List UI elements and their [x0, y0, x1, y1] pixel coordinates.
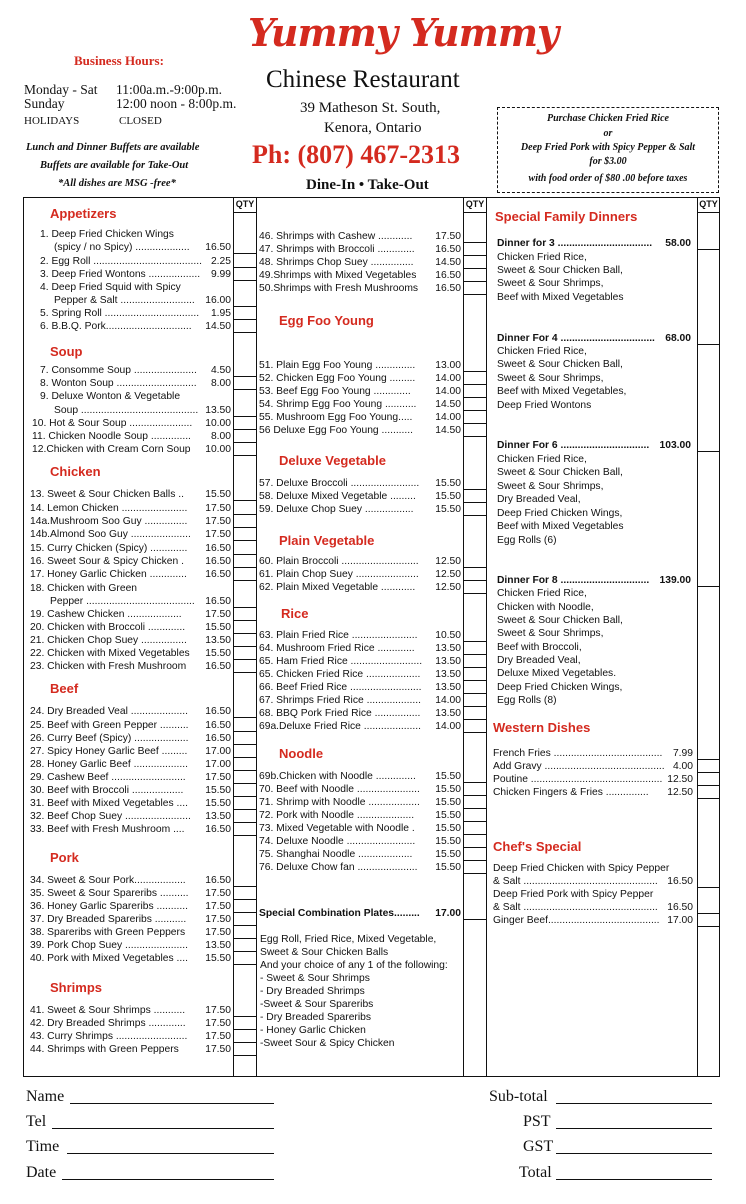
combo-option: - Sweet & Sour Shrimps — [260, 973, 370, 984]
qty-entry-line[interactable] — [463, 436, 487, 437]
qty-entry-line[interactable] — [233, 912, 257, 913]
dinner-item: Sweet & Sour Chicken Ball, — [497, 615, 623, 626]
promo-line-3: Deep Fried Pork with Spicy Pepper & Salt — [520, 142, 696, 153]
col-2-divider — [486, 197, 487, 1077]
combo-line-1: Egg Roll, Fried Rice, Mixed Vegetable, — [260, 934, 437, 945]
section-chicken: Chicken — [50, 464, 101, 479]
dinner-item: Dry Breaded Veal, — [497, 655, 581, 666]
chef-item-2-name: Deep Fried Pork with Spicy Pepper — [493, 889, 654, 900]
qty-entry-line[interactable] — [697, 451, 720, 452]
dinner-item: Chicken Fried Rice, — [497, 252, 587, 263]
dinner-item: Chicken Fried Rice, — [497, 454, 587, 465]
qty-entry-line[interactable] — [233, 455, 257, 456]
combo-option: -Sweet & Sour Spareribs — [260, 999, 374, 1010]
qty-header-rule-1 — [233, 212, 257, 213]
total-label: Total — [519, 1164, 552, 1181]
qty-entry-line[interactable] — [463, 795, 487, 796]
qty-entry-line[interactable] — [233, 757, 257, 758]
name-label: Name — [26, 1088, 65, 1105]
qty-entry-line[interactable] — [233, 925, 257, 926]
qty-entry-line[interactable] — [463, 294, 487, 295]
qty-entry-line[interactable] — [463, 821, 487, 822]
promo-line-5: with food order of $80 .00 before taxes — [528, 173, 688, 184]
address-line-1: 39 Matheson St. South, — [300, 100, 441, 116]
dinner-item: Sweet & Sour Shrimps, — [497, 481, 604, 492]
hours-sunday-label: Sunday — [24, 96, 65, 111]
menu-page: Yummy Yummy Chinese Restaurant 39 Matheson St. South, Kenora, Ontario Ph: (807) 467-2313 Dine-In • Take-Out Business Hours: Monday - Sat 11:00a.m.-9:00p.m. Sunday 12:00 noon - 8:00p.m. HOLIDAYS CLOSED Lunch and Dinner Buffets are available Buffets are available for Take-Out *All dishes are MSG -free* Purchase Chicken Fried Rice or Deep Fried Pork with Spicy Pepper & Salt for $3.00 with food order of $80 .00 before taxes QTY QTY QTY Appetizers 1. Deep Fried Chicken Wings (spicy / no Spicy) ................... 16.50 2. Egg Roll ...................................... 2.25 3. Deep Fried Wontons .................. 9.99 4. Deep Fried Squid with Spicy Pepper & Salt .......................... 16.00 5. Spring Roll ................................. 1.95 6. B.B.Q. Pork.............................. 14.50 Soup 7. Consomme Soup ...................... 4.50 8. Wonton Soup ............................ 8.00 9. Deluxe Wonton & Vegetable Soup ......................................... 13.50 10. Hot & Sour Soup ...................... 10.00 11. Chicken Noodle Soup .............. 8.00 12.Chicken with Cream Corn Soup 10.00 Chicken 13. Sweet & Sour Chicken Balls .. 15.50 14. Lemon Chicken ....................... 17.50 14a.Mushroom Soo Guy ............... 17.50 14b.Almond Soo Guy ..................... 17.50 15. Curry Chicken (Spicy) ............. 16.50 16. Sweet Sour & Spicy Chicken . 16.50 17. Honey Garlic Chicken ............. 16.50 18. Chicken with Green Pepper ...................................... 16.50 19. Cashew Chicken ................... 17.50 20. Chicken with Broccoli ............. 15.50 21. Chicken Chop Suey ................ 13.50 22. Chicken with Mixed Vegetables 15.50 23. Chicken with Fresh Mushroom 16.50 Beef 24. Dry Breaded Veal .................... 16.50 25. Beef with Green Pepper .......... 16.50 26. Curry Beef (Spicy) ................... 16.50 27. Spicy Honey Garlic Beef ......... 17.00 28. Honey Garlic Beef ................... 17.00 29. Cashew Beef .......................... 17.50 30. Beef with Broccoli .................. 15.50 31. Beef with Mixed Vegetables .... 15.50 32. Beef Chop Suey ....................... 13.50 33. Beef with Fresh Mushroom .... 16.50 Pork 34. Sweet & Sour Pork.................. 16.50 35. Sweet & Sour Spareribs .......... 17.50 36. Honey Garlic Spareribs ........... 17.50 37. Dry Breaded Spareribs ........... 17.50 38. Spareribs with Green Peppers 17.50 39. Pork Chop Suey ...................... 13.50 40. Pork with Mixed Vegetables .... 15.50 Shrimps 41. Sweet & Sour Shrimps ........... 17.50 42. Dry Breaded Shrimps ............. 17.50 43. Curry Shrimps ......................... 17.50 44. Shrimps with Green Peppers 17.50 46. Shrimps with Cashew ............ 17.50 47. Shrimps with Broccoli ............. 16.50 48. Shrimps Chop Suey ............... 14.50 49.Shrimps with Mixed Vegetables 16.50 50.Shrimps with Fresh Mushrooms 16.50 Egg Foo Young 51. Plain Egg Foo Young .............. 13.00 52. Chicken Egg Foo Young ......... 14.00 53. Beef Egg Foo Young ............. 14.00 54. Shrimp Egg Foo Young ........... 14.50 55. Mushroom Egg Foo Young..... 14.00 56 Deluxe Egg Foo Young ........... 14.50 Deluxe Vegetable 57. Deluxe Broccoli ........................ 15.50 58. Deluxe Mixed Vegetable ......... 15.50 59. Deluxe Chop Suey ................. 15.50 Plain Vegetable 60. Plain Broccoli ........................... 12.50 61. Plain Chop Suey ...................... 12.50 62. Plain Mixed Vegetable ............ 12.50 Rice 63. Plain Fried Rice ....................... 10.50 64. Mushroom Fried Rice ............. 13.50 65. Ham Fried Rice ......................... 13.50 65. Chicken Fried Rice ................... 13.50 66. Beef Fried Rice ......................... 13.50 67. Shrimps Fried Rice ................... 14.00 68. BBQ Pork Fried Rice ................ 13.50 69a.Deluxe Fried Rice .................... 14.00 Noodle 69b.Chicken with Noodle .............. 15.50 70. Beef with Noodle ...................... 15.50 71. Shrimp with Noodle .................. 15.50 72. Pork with Noodle .................... 15.50 73. Mixed Vegetable with Noodle . 15.50 74. Deluxe Noodle ........................ 15.50 75. Shanghai Noodle ................... 15.50 76. Deluxe Chow fan ..................... 15.50 Special Combination Plates......... 17.00 Egg Roll, Fried Rice, Mixed Vegetable, Sweet & Sour Chicken Balls And your choice of any 1 of the following: - Sweet & Sour Shrimps - Dry Breaded Shrimps -Sweet & Sour Spareribs - Dry Breaded Spareribs - Honey Garlic Chicken -Sweet Sour & Spicy Chicken Special Family Dinners Dinner for 3 ................................. 58.00 Chicken Fried Rice, Sweet & Sour Chicken Ball, Sweet & Sour Shrimps, Beef with Mixed Vegetables Dinner For 4 ................................. 68.00 Chicken Fried Rice, Sweet & Sour Chicken Ball, Sweet & Sour Shrimps, Beef with Mixed Vegetables, Deep Fried Wontons Dinner For 6 ............................... 103.00 Chicken Fried Rice, Sweet & Sour Chicken Ball, Sweet & Sour Shrimps, Dry Breaded Veal, Deep Fried Chicken Wings, Beef with Mixed Vegetables Egg Rolls (6) Dinner For 8 ............................... 139.00 Chicken Fried Rice, Chicken with Noodle, Sweet & Sour Chicken Ball, Sweet & Sour Shrimps, Beef with Broccoli, Dry Breaded Veal, Deluxe Mixed Vegetables. Deep Fried Chicken Wings, Egg Rolls (8) Western Dishes French Fries ...................................... 7.99 Add Gravy .......................................... 4.00 Poutine .............................................. 12.50 Chicken Fingers & Fries ............... 12.50 Chef's Special Deep Fried Chicken with Spicy Pepper & Salt ............................................... 16.50 Deep Fried Pork with Spicy Pepper & Salt ............................................... 16.50 Ginger Beef....................................... 17.00 Name Tel Time Date Sub-total PST GST Total — [0, 0, 746, 1204]
qty-entry-line[interactable] — [233, 822, 257, 823]
qty-entry-line[interactable] — [233, 376, 257, 377]
qty-entry-line[interactable] — [233, 659, 257, 660]
qty-entry-line[interactable] — [233, 796, 257, 797]
qty-header-rule-3 — [697, 212, 720, 213]
qty-entry-line[interactable] — [697, 344, 720, 345]
subtotal-label: Sub-total — [489, 1088, 548, 1105]
section-soup: Soup — [50, 344, 83, 359]
section-chefs-special: Chef's Special — [493, 839, 582, 854]
gst-label: GST — [523, 1138, 554, 1155]
qty-entry-line[interactable] — [233, 527, 257, 528]
section-special-family-dinners: Special Family Dinners — [495, 209, 638, 224]
qty-entry-line[interactable] — [463, 667, 487, 668]
combo-option: - Dry Breaded Spareribs — [260, 1012, 372, 1023]
qty-entry-line[interactable] — [697, 913, 720, 914]
qty-entry-line[interactable] — [233, 580, 257, 581]
qty-entry-line[interactable] — [463, 919, 487, 920]
phone-number: Ph: (807) 467-2313 — [252, 140, 460, 169]
dinner-item: Sweet & Sour Shrimps, — [497, 628, 604, 639]
qty-entry-line[interactable] — [463, 371, 487, 372]
qty-entry-line[interactable] — [233, 267, 257, 268]
dinner-item: Sweet & Sour Shrimps, — [497, 373, 604, 384]
qty-entry-line[interactable] — [463, 834, 487, 835]
dinner-item: Beef with Mixed Vegetables, — [497, 386, 627, 397]
dinner-item: Deep Fried Chicken Wings, — [497, 508, 623, 519]
qty-entry-line[interactable] — [233, 1042, 257, 1043]
dinner-item: Beef with Mixed Vegetables — [497, 292, 624, 303]
dinner-item: Deep Fried Wontons — [497, 400, 592, 411]
qty-entry-line[interactable] — [233, 442, 257, 443]
buffet-note-1: Lunch and Dinner Buffets are available — [26, 142, 200, 153]
qty-entry-line[interactable] — [463, 281, 487, 282]
qty-entry-line[interactable] — [463, 693, 487, 694]
qty-entry-line[interactable] — [233, 319, 257, 320]
qty-entry-line[interactable] — [697, 772, 720, 773]
qty-entry-line[interactable] — [233, 280, 257, 281]
combo-option: -Sweet Sour & Spicy Chicken — [260, 1038, 395, 1049]
chef-item-1-name: Deep Fried Chicken with Spicy Pepper — [493, 863, 670, 874]
qty-entry-line[interactable] — [463, 680, 487, 681]
qty-entry-line[interactable] — [233, 633, 257, 634]
qty-entry-line[interactable] — [233, 332, 257, 333]
col-1-divider — [256, 197, 257, 1077]
qty-entry-line[interactable] — [233, 835, 257, 836]
date-field[interactable] — [62, 1179, 274, 1180]
qty-col-2-left — [463, 197, 464, 1077]
qty-entry-line[interactable] — [463, 268, 487, 269]
promo-line-2: or — [603, 128, 613, 139]
restaurant-type: Chinese Restaurant — [266, 66, 460, 93]
qty-entry-line[interactable] — [233, 964, 257, 965]
qty-entry-line[interactable] — [463, 502, 487, 503]
pst-field[interactable] — [556, 1128, 712, 1129]
dinner-item: Sweet & Sour Chicken Ball, — [497, 359, 623, 370]
dinner-item: Dry Breaded Veal, — [497, 494, 581, 505]
qty-entry-line[interactable] — [233, 783, 257, 784]
section-egg-foo-young: Egg Foo Young — [279, 313, 374, 328]
qty-entry-line[interactable] — [463, 719, 487, 720]
service-type: Dine-In • Take-Out — [306, 177, 429, 193]
qty-entry-line[interactable] — [233, 306, 257, 307]
qty-entry-line[interactable] — [233, 938, 257, 939]
hours-title: Business Hours: — [74, 53, 164, 68]
section-noodle: Noodle — [279, 746, 324, 761]
dinner-item: Deluxe Mixed Vegetables. — [497, 668, 617, 679]
qty-entry-line[interactable] — [233, 717, 257, 718]
hours-holidays-value: CLOSED — [119, 115, 162, 127]
section-plain-vegetable: Plain Vegetable — [279, 533, 375, 548]
qty-entry-line[interactable] — [697, 586, 720, 587]
subtotal-field[interactable] — [556, 1103, 712, 1104]
qty-entry-line[interactable] — [233, 607, 257, 608]
promo-line-4: for $3.00 — [589, 156, 627, 167]
dinner-item: Sweet & Sour Chicken Ball, — [497, 265, 623, 276]
qty-entry-line[interactable] — [233, 253, 257, 254]
logo: Yummy Yummy — [248, 10, 559, 55]
qty-entry-line[interactable] — [463, 515, 487, 516]
qty-entry-line[interactable] — [697, 249, 720, 250]
qty-entry-line[interactable] — [233, 744, 257, 745]
qty-entry-line[interactable] — [697, 798, 720, 799]
qty-col-3-left — [697, 197, 698, 1077]
dinner-item: Egg Rolls (8) — [497, 695, 557, 706]
dinner-item: Sweet & Sour Chicken Ball, — [497, 467, 623, 478]
qty-entry-line[interactable] — [233, 809, 257, 810]
tel-field[interactable] — [52, 1128, 274, 1129]
qty-entry-line[interactable] — [233, 646, 257, 647]
menu-item-9-name: 9. Deluxe Wonton & Vegetable — [40, 391, 181, 402]
section-rice: Rice — [281, 606, 309, 621]
qty-header-3: QTY — [699, 199, 718, 209]
combo-option: - Honey Garlic Chicken — [260, 1025, 366, 1036]
buffet-note-2: Buffets are available for Take-Out — [40, 160, 189, 171]
qty-entry-line[interactable] — [233, 620, 257, 621]
qty-entry-line[interactable] — [463, 593, 487, 594]
menu-item-18-name: 18. Chicken with Green — [30, 583, 138, 594]
qty-entry-line[interactable] — [233, 1029, 257, 1030]
dinner-item: Sweet & Sour Shrimps, — [497, 278, 604, 289]
qty-entry-line[interactable] — [233, 416, 257, 417]
qty-entry-line[interactable] — [233, 514, 257, 515]
pst-label: PST — [523, 1113, 551, 1130]
qty-entry-line[interactable] — [233, 731, 257, 732]
section-western-dishes: Western Dishes — [493, 720, 591, 735]
hours-sunday-time: 12:00 noon - 8:00p.m. — [116, 96, 237, 111]
qty-entry-line[interactable] — [233, 672, 257, 673]
qty-entry-line[interactable] — [233, 389, 257, 390]
qty-entry-line[interactable] — [697, 759, 720, 760]
hours-holidays-label: HOLIDAYS — [24, 115, 80, 127]
qty-entry-line[interactable] — [233, 886, 257, 887]
qty-entry-line[interactable] — [233, 554, 257, 555]
dinner-item: Beef with Mixed Vegetables — [497, 521, 624, 532]
section-beef: Beef — [50, 681, 79, 696]
combo-line-2: Sweet & Sour Chicken Balls — [260, 947, 389, 958]
qty-entry-line[interactable] — [463, 580, 487, 581]
qty-entry-line[interactable] — [463, 384, 487, 385]
dinner-item: Deep Fried Chicken Wings, — [497, 682, 623, 693]
qty-entry-line[interactable] — [233, 951, 257, 952]
dinner-item: Beef with Broccoli, — [497, 642, 582, 653]
section-deluxe-vegetable: Deluxe Vegetable — [279, 453, 386, 468]
qty-entry-line[interactable] — [233, 540, 257, 541]
dinner-item: Chicken with Noodle, — [497, 602, 594, 613]
qty-entry-line[interactable] — [463, 641, 487, 642]
promo-box — [497, 107, 719, 193]
qty-entry-line[interactable] — [463, 732, 487, 733]
qty-entry-line[interactable] — [697, 785, 720, 786]
time-label: Time — [26, 1138, 60, 1155]
dinner-item: Egg Rolls (6) — [497, 535, 557, 546]
promo-line-1: Purchase Chicken Fried Rice — [547, 113, 669, 124]
total-field[interactable] — [556, 1179, 712, 1180]
dinner-item: Chicken Fried Rice, — [497, 588, 587, 599]
qty-entry-line[interactable] — [463, 567, 487, 568]
msg-note: *All dishes are MSG -free* — [58, 178, 176, 189]
section-pork: Pork — [50, 850, 79, 865]
menu-item-4-name: 4. Deep Fried Squid with Spicy — [40, 282, 181, 293]
time-field[interactable] — [67, 1153, 274, 1154]
qty-entry-line[interactable] — [463, 255, 487, 256]
qty-header-2: QTY — [465, 199, 485, 209]
qty-header-rule-2 — [463, 212, 487, 213]
qty-entry-line[interactable] — [463, 397, 487, 398]
gst-field[interactable] — [556, 1153, 712, 1154]
qty-entry-line[interactable] — [233, 567, 257, 568]
qty-entry-line[interactable] — [463, 782, 487, 783]
combo-line-3: And your choice of any 1 of the following: — [260, 960, 448, 971]
dinner-item: Chicken Fried Rice, — [497, 346, 587, 357]
qty-entry-line[interactable] — [463, 654, 487, 655]
qty-header-1: QTY — [235, 199, 255, 209]
section-shrimps: Shrimps — [50, 980, 103, 995]
address-line-2: Kenora, Ontario — [324, 120, 422, 136]
menu-item-1-name: 1. Deep Fried Chicken Wings — [40, 229, 174, 240]
date-label: Date — [26, 1164, 57, 1181]
qty-entry-line[interactable] — [697, 926, 720, 927]
qty-entry-line[interactable] — [463, 489, 487, 490]
qty-col-1-left — [233, 197, 234, 1077]
qty-entry-line[interactable] — [463, 808, 487, 809]
qty-entry-line[interactable] — [463, 847, 487, 848]
combo-option: - Dry Breaded Shrimps — [260, 986, 365, 997]
hours-monsat-time: 11:00a.m.-9:00p.m. — [116, 82, 222, 97]
qty-entry-line[interactable] — [463, 423, 487, 424]
qty-entry-line[interactable] — [463, 242, 487, 243]
qty-entry-line[interactable] — [463, 860, 487, 861]
qty-entry-line[interactable] — [233, 770, 257, 771]
qty-entry-line[interactable] — [463, 410, 487, 411]
qty-entry-line[interactable] — [233, 500, 257, 501]
qty-entry-line[interactable] — [463, 706, 487, 707]
qty-entry-line[interactable] — [463, 873, 487, 874]
qty-entry-line[interactable] — [233, 1055, 257, 1056]
qty-entry-line[interactable] — [233, 429, 257, 430]
qty-entry-line[interactable] — [233, 899, 257, 900]
qty-entry-line[interactable] — [697, 887, 720, 888]
qty-entry-line[interactable] — [233, 1016, 257, 1017]
section-appetizers: Appetizers — [50, 206, 117, 221]
hours-monsat-label: Monday - Sat — [24, 82, 98, 97]
name-field[interactable] — [70, 1103, 274, 1104]
tel-label: Tel — [26, 1113, 47, 1130]
